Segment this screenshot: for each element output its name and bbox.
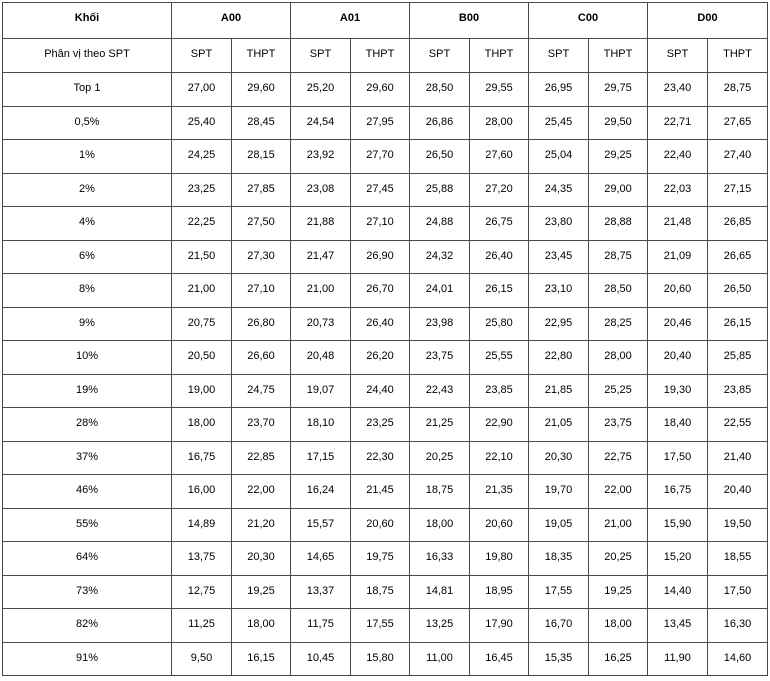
- score-cell: 28,15: [232, 140, 291, 174]
- score-cell: 29,55: [470, 73, 529, 107]
- score-cell: 22,85: [232, 441, 291, 475]
- score-cell: 16,25: [589, 642, 648, 676]
- score-cell: 26,90: [351, 240, 410, 274]
- score-cell: 18,00: [232, 609, 291, 643]
- corner-header-cell: Khối: [3, 3, 172, 39]
- table-row: [3, 575, 768, 609]
- sub-header-spt: SPT: [291, 39, 351, 73]
- score-cell: 20,60: [470, 508, 529, 542]
- row-label-cell: 19%: [3, 374, 172, 408]
- score-cell: 20,48: [291, 341, 351, 375]
- table-row: [3, 508, 768, 542]
- score-cell: 20,73: [291, 307, 351, 341]
- score-cell: 13,75: [172, 542, 232, 576]
- row-label-cell: 0,5%: [3, 106, 172, 140]
- score-cell: 21,40: [708, 441, 768, 475]
- row-label-cell: 73%: [3, 575, 172, 609]
- score-cell: 17,15: [291, 441, 351, 475]
- sub-header-thpt: THPT: [232, 39, 291, 73]
- score-cell: 29,60: [351, 73, 410, 107]
- group-header-b00: B00: [410, 3, 529, 39]
- table-row: [3, 441, 768, 475]
- score-cell: 12,75: [172, 575, 232, 609]
- score-cell: 21,85: [529, 374, 589, 408]
- score-cell: 20,75: [172, 307, 232, 341]
- group-header-c00: C00: [529, 3, 648, 39]
- score-cell: 13,45: [648, 609, 708, 643]
- score-cell: 26,40: [351, 307, 410, 341]
- score-cell: 26,75: [470, 207, 529, 241]
- score-cell: 25,45: [529, 106, 589, 140]
- score-cell: 21,50: [172, 240, 232, 274]
- score-cell: 21,00: [172, 274, 232, 308]
- score-cell: 17,50: [648, 441, 708, 475]
- score-cell: 22,75: [589, 441, 648, 475]
- table-row: [3, 106, 768, 140]
- table-row: [3, 475, 768, 509]
- score-cell: 24,01: [410, 274, 470, 308]
- score-cell: 28,75: [589, 240, 648, 274]
- score-cell: 11,90: [648, 642, 708, 676]
- score-cell: 23,25: [172, 173, 232, 207]
- row-label-cell: 9%: [3, 307, 172, 341]
- score-cell: 19,70: [529, 475, 589, 509]
- score-cell: 18,10: [291, 408, 351, 442]
- row-label-cell: 10%: [3, 341, 172, 375]
- score-cell: 25,88: [410, 173, 470, 207]
- score-cell: 19,25: [232, 575, 291, 609]
- score-cell: 14,60: [708, 642, 768, 676]
- score-cell: 28,45: [232, 106, 291, 140]
- group-header-d00: D00: [648, 3, 768, 39]
- score-cell: 26,15: [470, 274, 529, 308]
- score-cell: 24,88: [410, 207, 470, 241]
- score-cell: 23,10: [529, 274, 589, 308]
- score-cell: 18,55: [708, 542, 768, 576]
- score-cell: 26,40: [470, 240, 529, 274]
- table-row: [3, 207, 768, 241]
- score-cell: 26,50: [410, 140, 470, 174]
- score-cell: 13,25: [410, 609, 470, 643]
- score-cell: 21,88: [291, 207, 351, 241]
- score-cell: 22,00: [589, 475, 648, 509]
- score-cell: 14,40: [648, 575, 708, 609]
- table-row: [3, 408, 768, 442]
- score-cell: 16,75: [172, 441, 232, 475]
- score-cell: 22,03: [648, 173, 708, 207]
- score-cell: 28,50: [410, 73, 470, 107]
- score-cell: 27,65: [708, 106, 768, 140]
- score-cell: 16,00: [172, 475, 232, 509]
- score-cell: 28,00: [589, 341, 648, 375]
- score-cell: 22,25: [172, 207, 232, 241]
- score-cell: 17,55: [529, 575, 589, 609]
- score-cell: 26,60: [232, 341, 291, 375]
- row-label-cell: 82%: [3, 609, 172, 643]
- score-cell: 28,00: [470, 106, 529, 140]
- score-cell: 26,50: [708, 274, 768, 308]
- table-row: [3, 140, 768, 174]
- row-label-cell: Top 1: [3, 73, 172, 107]
- score-cell: 21,20: [232, 508, 291, 542]
- score-cell: 22,55: [708, 408, 768, 442]
- score-cell: 11,00: [410, 642, 470, 676]
- score-cell: 24,25: [172, 140, 232, 174]
- score-cell: 18,75: [410, 475, 470, 509]
- score-cell: 9,50: [172, 642, 232, 676]
- score-cell: 28,50: [589, 274, 648, 308]
- score-cell: 24,32: [410, 240, 470, 274]
- score-cell: 27,85: [232, 173, 291, 207]
- score-cell: 27,30: [232, 240, 291, 274]
- row-label-cell: 55%: [3, 508, 172, 542]
- row-label-cell: 6%: [3, 240, 172, 274]
- score-cell: 24,75: [232, 374, 291, 408]
- score-cell: 27,10: [232, 274, 291, 308]
- score-cell: 20,60: [351, 508, 410, 542]
- score-cell: 26,15: [708, 307, 768, 341]
- score-cell: 21,00: [589, 508, 648, 542]
- score-cell: 18,35: [529, 542, 589, 576]
- score-cell: 21,47: [291, 240, 351, 274]
- sub-header-spt: SPT: [410, 39, 470, 73]
- row-label-cell: 46%: [3, 475, 172, 509]
- score-cell: 23,40: [648, 73, 708, 107]
- sub-header-thpt: THPT: [351, 39, 410, 73]
- score-cell: 28,25: [589, 307, 648, 341]
- score-cell: 16,33: [410, 542, 470, 576]
- score-cell: 19,80: [470, 542, 529, 576]
- group-header-a00: A00: [172, 3, 291, 39]
- table-body: [3, 3, 768, 676]
- score-cell: 22,80: [529, 341, 589, 375]
- score-cell: 24,40: [351, 374, 410, 408]
- score-cell: 16,70: [529, 609, 589, 643]
- score-cell: 26,65: [708, 240, 768, 274]
- score-cell: 16,30: [708, 609, 768, 643]
- score-cell: 15,80: [351, 642, 410, 676]
- score-cell: 22,95: [529, 307, 589, 341]
- score-cell: 23,70: [232, 408, 291, 442]
- score-cell: 23,80: [529, 207, 589, 241]
- sub-label-cell: Phân vị theo SPT: [3, 39, 172, 73]
- score-cell: 18,95: [470, 575, 529, 609]
- score-cell: 21,48: [648, 207, 708, 241]
- score-cell: 22,10: [470, 441, 529, 475]
- score-cell: 26,20: [351, 341, 410, 375]
- score-cell: 22,40: [648, 140, 708, 174]
- sub-header-thpt: THPT: [589, 39, 648, 73]
- score-cell: 23,75: [589, 408, 648, 442]
- score-cell: 18,00: [589, 609, 648, 643]
- score-cell: 14,65: [291, 542, 351, 576]
- score-cell: 16,75: [648, 475, 708, 509]
- score-cell: 22,43: [410, 374, 470, 408]
- score-cell: 14,89: [172, 508, 232, 542]
- score-cell: 21,45: [351, 475, 410, 509]
- score-cell: 21,35: [470, 475, 529, 509]
- score-cell: 20,30: [232, 542, 291, 576]
- score-cell: 19,05: [529, 508, 589, 542]
- score-cell: 23,75: [410, 341, 470, 375]
- table-row: [3, 240, 768, 274]
- table-row: [3, 374, 768, 408]
- score-cell: 26,85: [708, 207, 768, 241]
- score-cell: 19,75: [351, 542, 410, 576]
- score-cell: 29,00: [589, 173, 648, 207]
- score-cell: 25,04: [529, 140, 589, 174]
- group-header-a01: A01: [291, 3, 410, 39]
- score-cell: 20,25: [410, 441, 470, 475]
- score-cell: 20,40: [708, 475, 768, 509]
- score-cell: 27,00: [172, 73, 232, 107]
- score-cell: 28,88: [589, 207, 648, 241]
- score-cell: 16,24: [291, 475, 351, 509]
- score-cell: 26,86: [410, 106, 470, 140]
- score-cell: 29,25: [589, 140, 648, 174]
- score-cell: 18,75: [351, 575, 410, 609]
- score-cell: 22,71: [648, 106, 708, 140]
- sub-header-row: [3, 39, 768, 73]
- score-cell: 18,00: [410, 508, 470, 542]
- percentile-score-table: [2, 2, 768, 676]
- score-cell: 27,20: [470, 173, 529, 207]
- score-cell: 25,20: [291, 73, 351, 107]
- score-cell: 10,45: [291, 642, 351, 676]
- score-cell: 27,70: [351, 140, 410, 174]
- score-cell: 15,57: [291, 508, 351, 542]
- score-cell: 19,07: [291, 374, 351, 408]
- score-cell: 20,25: [589, 542, 648, 576]
- score-cell: 21,05: [529, 408, 589, 442]
- score-cell: 19,25: [589, 575, 648, 609]
- score-cell: 17,50: [708, 575, 768, 609]
- score-cell: 24,54: [291, 106, 351, 140]
- table-row: [3, 274, 768, 308]
- score-cell: 21,25: [410, 408, 470, 442]
- sub-header-spt: SPT: [172, 39, 232, 73]
- score-cell: 23,25: [351, 408, 410, 442]
- score-cell: 28,75: [708, 73, 768, 107]
- score-cell: 24,35: [529, 173, 589, 207]
- score-cell: 25,85: [708, 341, 768, 375]
- row-label-cell: 64%: [3, 542, 172, 576]
- score-cell: 27,45: [351, 173, 410, 207]
- score-cell: 26,80: [232, 307, 291, 341]
- score-cell: 22,90: [470, 408, 529, 442]
- score-cell: 15,20: [648, 542, 708, 576]
- score-cell: 23,08: [291, 173, 351, 207]
- score-cell: 21,00: [291, 274, 351, 308]
- score-cell: 23,45: [529, 240, 589, 274]
- score-cell: 25,55: [470, 341, 529, 375]
- sub-header-thpt: THPT: [708, 39, 768, 73]
- score-cell: 20,60: [648, 274, 708, 308]
- sub-header-spt: SPT: [529, 39, 589, 73]
- table-row: [3, 609, 768, 643]
- table-row: [3, 307, 768, 341]
- score-cell: 20,40: [648, 341, 708, 375]
- score-cell: 15,35: [529, 642, 589, 676]
- score-cell: 22,30: [351, 441, 410, 475]
- score-cell: 11,25: [172, 609, 232, 643]
- score-cell: 29,75: [589, 73, 648, 107]
- row-label-cell: 8%: [3, 274, 172, 308]
- score-cell: 25,25: [589, 374, 648, 408]
- row-label-cell: 28%: [3, 408, 172, 442]
- table-row: [3, 542, 768, 576]
- score-cell: 20,30: [529, 441, 589, 475]
- row-label-cell: 37%: [3, 441, 172, 475]
- score-cell: 27,50: [232, 207, 291, 241]
- score-cell: 18,00: [172, 408, 232, 442]
- score-cell: 15,90: [648, 508, 708, 542]
- score-cell: 17,90: [470, 609, 529, 643]
- sub-header-spt: SPT: [648, 39, 708, 73]
- score-cell: 22,00: [232, 475, 291, 509]
- group-header-row: [3, 3, 768, 39]
- score-cell: 23,98: [410, 307, 470, 341]
- score-cell: 26,95: [529, 73, 589, 107]
- sub-header-thpt: THPT: [470, 39, 529, 73]
- score-cell: 23,85: [708, 374, 768, 408]
- score-cell: 17,55: [351, 609, 410, 643]
- score-cell: 29,60: [232, 73, 291, 107]
- table-row: [3, 173, 768, 207]
- table-row: [3, 73, 768, 107]
- score-cell: 20,46: [648, 307, 708, 341]
- score-cell: 27,10: [351, 207, 410, 241]
- score-cell: 13,37: [291, 575, 351, 609]
- score-cell: 21,09: [648, 240, 708, 274]
- score-cell: 27,40: [708, 140, 768, 174]
- score-cell: 27,15: [708, 173, 768, 207]
- score-cell: 16,45: [470, 642, 529, 676]
- table-row: [3, 341, 768, 375]
- score-cell: 19,30: [648, 374, 708, 408]
- score-cell: 26,70: [351, 274, 410, 308]
- score-cell: 19,50: [708, 508, 768, 542]
- score-cell: 27,95: [351, 106, 410, 140]
- table-row: [3, 642, 768, 676]
- score-cell: 25,80: [470, 307, 529, 341]
- score-cell: 25,40: [172, 106, 232, 140]
- score-cell: 18,40: [648, 408, 708, 442]
- score-cell: 29,50: [589, 106, 648, 140]
- row-label-cell: 2%: [3, 173, 172, 207]
- row-label-cell: 91%: [3, 642, 172, 676]
- score-cell: 23,85: [470, 374, 529, 408]
- score-cell: 20,50: [172, 341, 232, 375]
- score-cell: 23,92: [291, 140, 351, 174]
- score-cell: 19,00: [172, 374, 232, 408]
- score-cell: 11,75: [291, 609, 351, 643]
- score-cell: 16,15: [232, 642, 291, 676]
- row-label-cell: 4%: [3, 207, 172, 241]
- row-label-cell: 1%: [3, 140, 172, 174]
- score-cell: 14,81: [410, 575, 470, 609]
- score-cell: 27,60: [470, 140, 529, 174]
